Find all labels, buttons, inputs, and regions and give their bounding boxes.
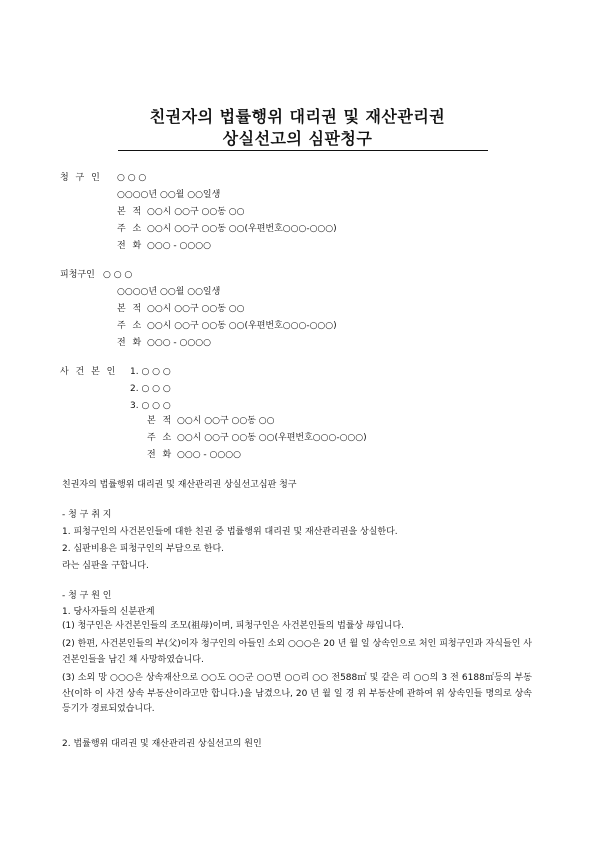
cause-paragraph: (2) 한편, 사건본인들의 부(父)이자 청구인의 아들인 소외 ○○○은 20 년 월 일 상속인으로 처인 피청구인과 자식들인 사건본인들을 남긴 채 사망하였습니다.: [62, 639, 532, 665]
respondent-domicile-label: 본 적: [117, 304, 144, 314]
purpose-line: 1. 피청구인의 사건본인들에 대한 친권 중 법률행위 대리권 및 재산관리권을 상실한다.: [62, 527, 398, 537]
purpose-line: 2. 심판비용은 피청구인의 부담으로 한다.: [62, 544, 224, 554]
principal-item: 2. ○ ○ ○: [130, 384, 171, 394]
claimant-name: ○ ○ ○: [117, 173, 147, 183]
principals-address: ○○시 ○○구 ○○동 ○○(우편번호○○○-○○○): [177, 433, 367, 443]
principal-item: 1. ○ ○ ○: [130, 367, 171, 377]
principals-phone-label: 전 화: [147, 450, 174, 460]
respondent-phone-label: 전 화: [117, 338, 144, 348]
respondent-birth: ○○○○년 ○○월 ○○일생: [117, 287, 221, 297]
claimant-phone-label: 전 화: [117, 241, 144, 251]
purpose-heading: - 청 구 취 지: [62, 510, 112, 520]
case-title: 친권자의 법률행위 대리권 및 재산관리권 상실선고심판 청구: [62, 480, 297, 490]
claimant-address-label: 주 소: [117, 224, 144, 234]
respondent-address: ○○시 ○○구 ○○동 ○○(우편번호○○○-○○○): [147, 321, 337, 331]
claimant-phone: ○○○ - ○○○○: [147, 241, 211, 251]
principals-address-label: 주 소: [147, 433, 174, 443]
principal-item: 3. ○ ○ ○: [130, 401, 171, 411]
principals-domicile-label: 본 적: [147, 416, 174, 426]
title-underline: [118, 150, 488, 151]
principals-phone: ○○○ - ○○○○: [177, 450, 241, 460]
claimant-birth: ○○○○년 ○○월 ○○일생: [117, 190, 221, 200]
respondent-label: 피청구인: [60, 270, 95, 280]
document-title-line1: 친권자의 법률행위 대리권 및 재산관리권: [149, 107, 446, 126]
cause-heading: - 청 구 원 인: [62, 591, 112, 601]
cause-paragraph: (3) 소외 망 ○○○은 상속재산으로 ○○도 ○○군 ○○면 ○○리 ○○ 전588㎡ 및 같은 리 ○○의 3 전 6188㎡등의 부동산(이하 이 사건 상속 부동산이라고만 합니다.)을 남겼으나, 20 년 월 일 경 위 부동산에 관하여 위 상속인들 명의로 상속등기가 경료되었습니다.: [62, 673, 532, 714]
purpose-line: 라는 심판을 구합니다.: [62, 561, 149, 571]
document-title-line2: 상실선고의 심판청구: [222, 129, 373, 148]
cause-subheading: 1. 당사자들의 신분관계: [62, 607, 155, 617]
respondent-address-label: 주 소: [117, 321, 144, 331]
claimant-label: 청 구 인: [60, 173, 102, 183]
respondent-domicile: ○○시 ○○구 ○○동 ○○: [147, 304, 245, 314]
claimant-domicile: ○○시 ○○구 ○○동 ○○: [147, 207, 245, 217]
respondent-name: ○ ○ ○: [103, 270, 133, 280]
claimant-address: ○○시 ○○구 ○○동 ○○(우편번호○○○-○○○): [147, 224, 337, 234]
claimant-domicile-label: 본 적: [117, 207, 144, 217]
principals-label: 사 건 본 인: [60, 367, 118, 377]
cause-subheading: 2. 법률행위 대리권 및 재산관리권 상실선고의 원인: [62, 739, 262, 749]
respondent-phone: ○○○ - ○○○○: [147, 338, 211, 348]
principals-domicile: ○○시 ○○구 ○○동 ○○: [177, 416, 275, 426]
cause-paragraph: (1) 청구인은 사건본인들의 조모(祖母)이며, 피청구인은 사건본인들의 법률상 母입니다.: [62, 621, 405, 631]
